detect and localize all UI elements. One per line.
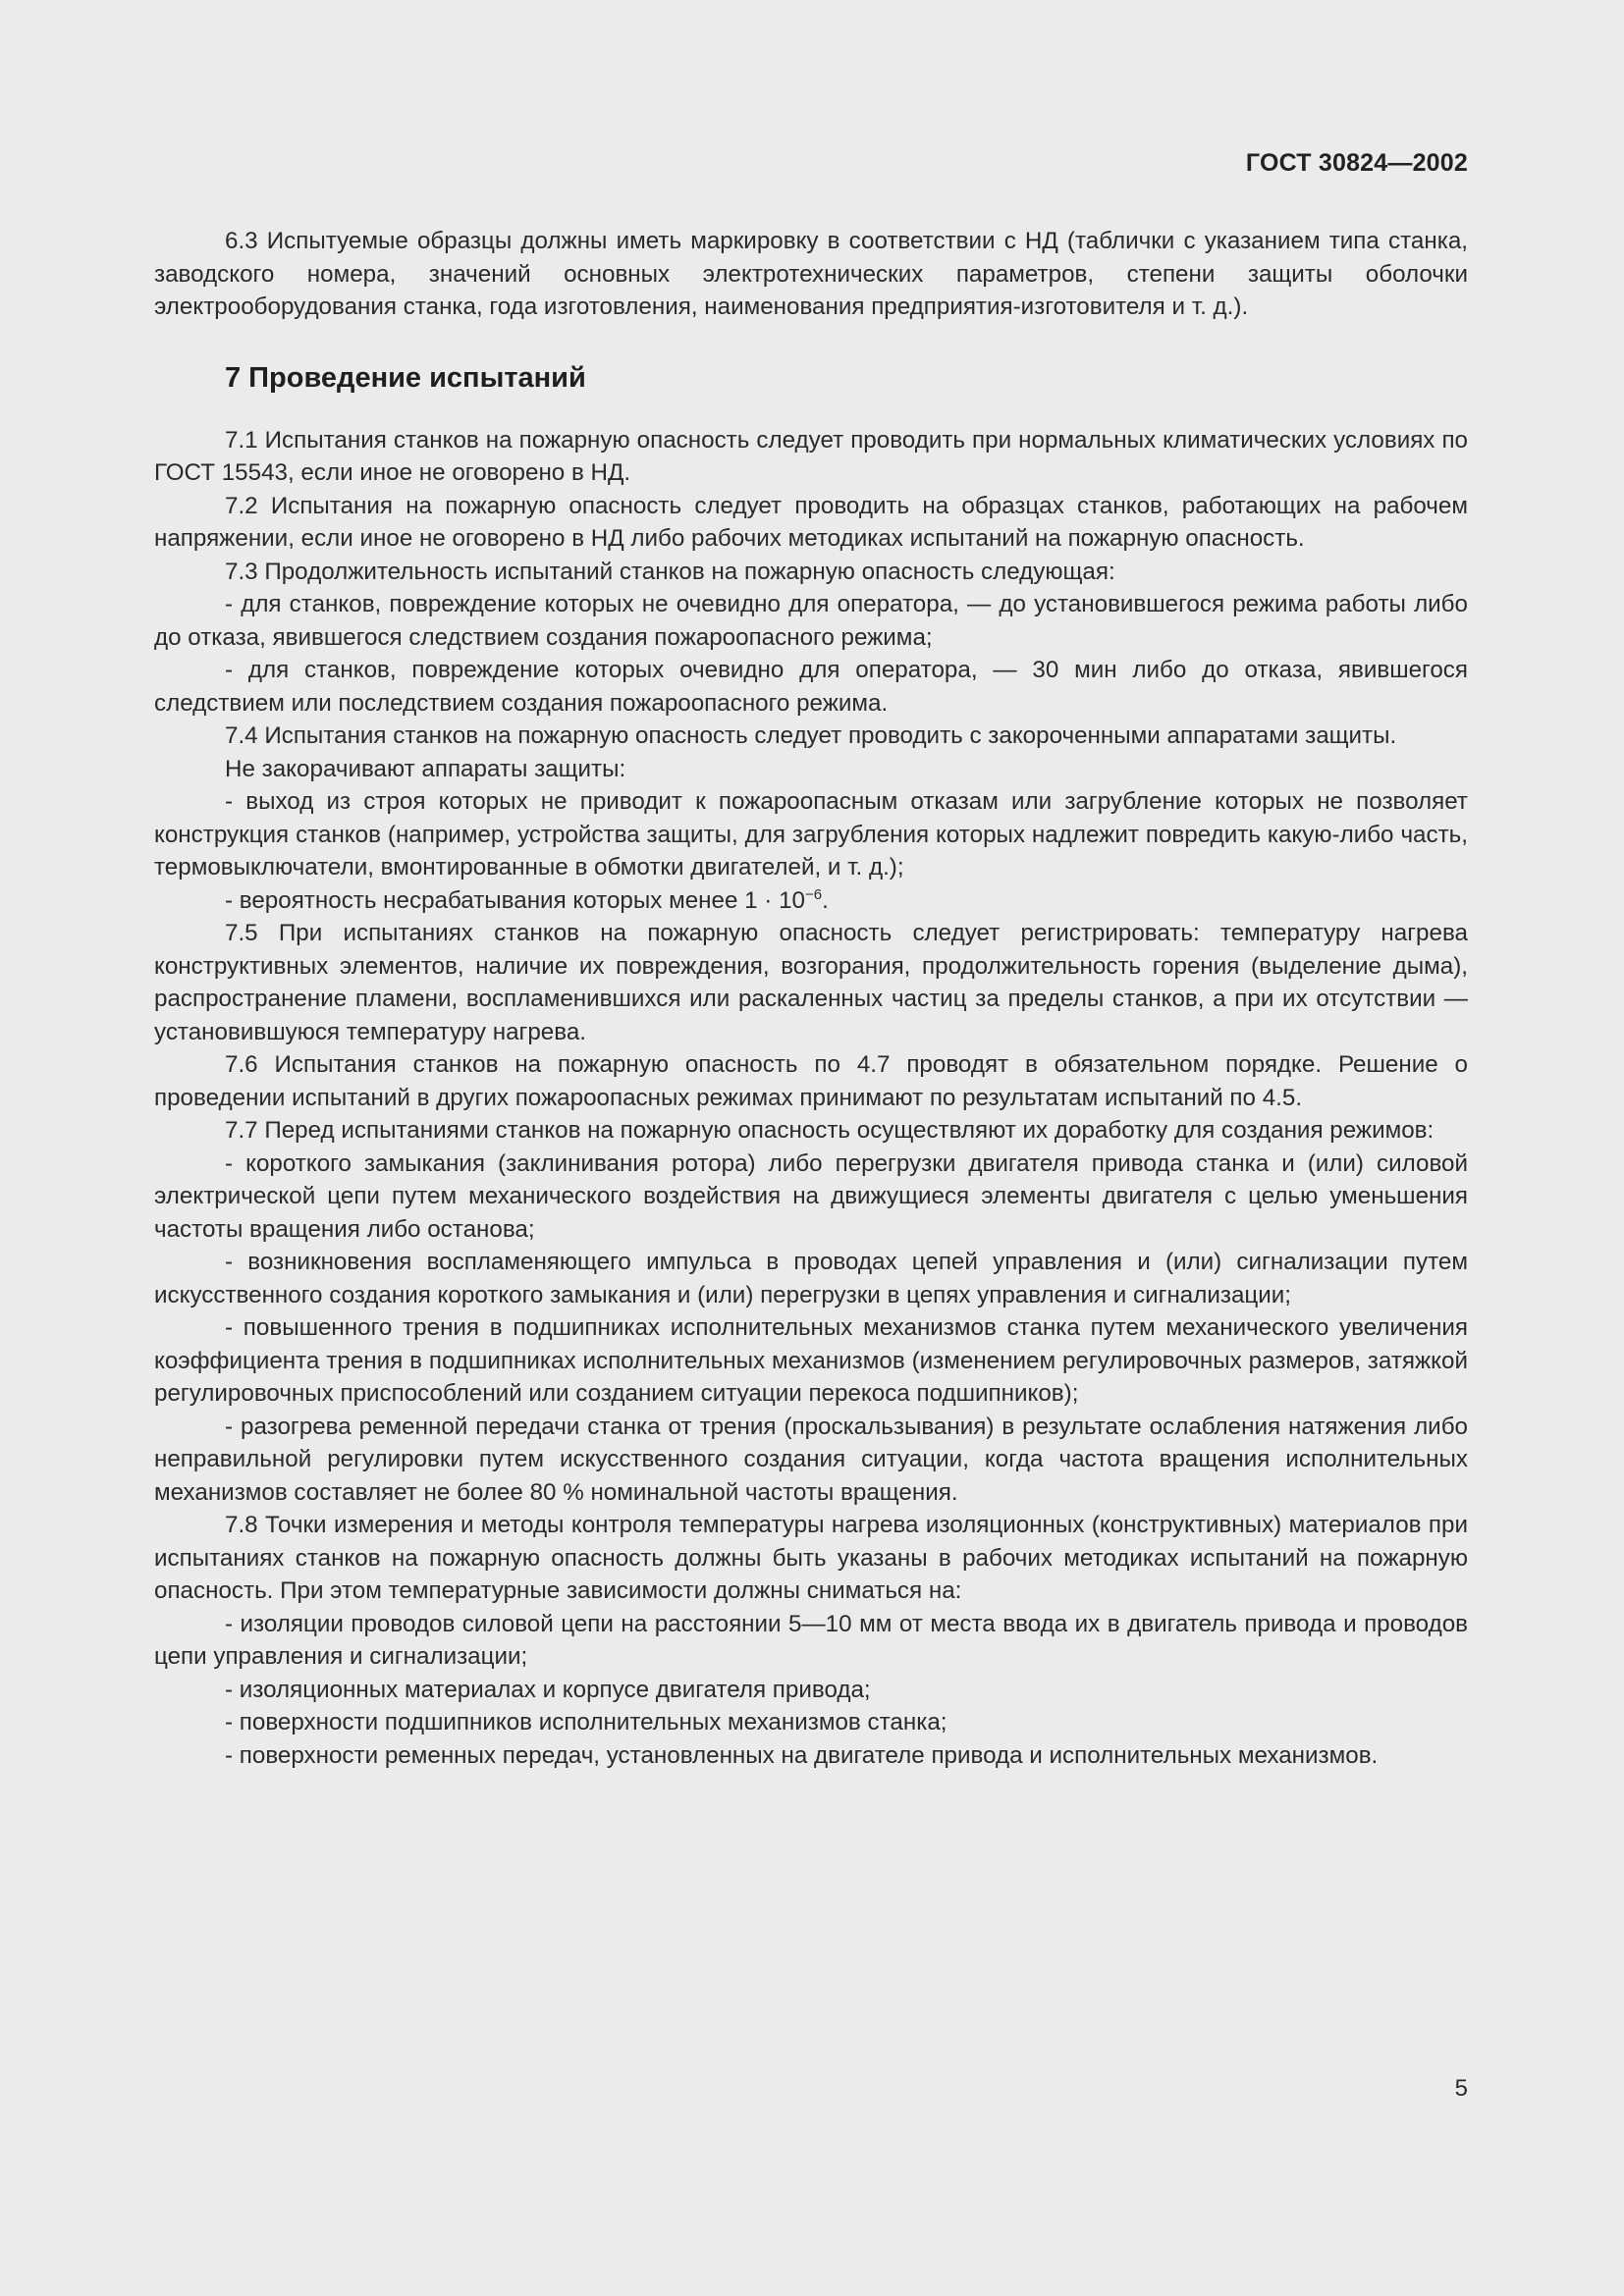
paragraph-7-4-note: Не закорачивают аппараты защиты:: [225, 755, 626, 782]
paragraph-7-8: 7.8 Точки измерения и методы контроля температуры нагрева изоляционных (конструктивных) материалов при испытаниях станков на пожарную опасность должны быть указаны в рабочих методиках испытаний на пожарную опасность. При этом температурные зависимости должны сниматься на:: [154, 1512, 1468, 1604]
paragraph-7-3: 7.3 Продолжительность испытаний станков на пожарную опасность следующая:: [225, 558, 1115, 585]
paragraph-6-3: 6.3 Испытуемые образцы должны иметь маркировку в соответствии с НД (таблички с указанием типа станка, заводского номера, значений основных электротехнических параметров, степени защиты оболочки электрооборудования станка, года изготовления, наименования предприятия-изготовителя и т. д.).: [154, 228, 1468, 320]
paragraph-7-5: 7.5 При испытаниях станков на пожарную опасность следует регистрировать: температуру нагрева конструктивных элементов, наличие их повреждения, возгорания, продолжительность горения (выделение дыма), распространение пламени, воспламенившихся или раскаленных частиц за пределы станков, а при их отсутствии — установившуюся температуру нагрева.: [154, 920, 1468, 1045]
list-item-7-7-b: - возникновения воспламеняющего импульса в проводах цепей управления и (или) сигнализации путем искусственного создания короткого замыкания и (или) перегрузки в цепях управления и сигнализации;: [154, 1249, 1468, 1308]
list-item-7-4-b: [154, 884, 1468, 918]
list-item-7-8-b: - изоляционных материалах и корпусе двигателя привода;: [225, 1676, 871, 1703]
list-item-7-8-d: - поверхности ременных передач, установленных на двигателе привода и исполнительных механизмов.: [225, 1741, 1379, 1769]
paragraph-7-6: 7.6 Испытания станков на пожарную опасность по 4.7 проводят в обязательном порядке. Решение о проведении испытаний в других пожароопасных режимах принимают по результатам испытаний по 4.5.: [154, 1051, 1468, 1111]
list-item-7-3-b: - для станков, повреждение которых очевидно для оператора, — 30 мин либо до отказа, явившегося следствием или последствием создания пожароопасного режима.: [154, 657, 1468, 717]
list-item-7-4-a: - выход из строя которых не приводит к пожароопасным отказам или загрубление которых не позволяет конструкция станков (например, устройства защиты, для загрубления которых надлежит повредить какую-либо часть, термовыключатели, вмонтированные в обмотки двигателей, и т. д.);: [154, 788, 1468, 881]
page-number: 5: [1454, 2075, 1468, 2102]
list-item-7-8-a: - изоляции проводов силовой цепи на расстоянии 5—10 мм от места ввода их в двигатель привода и проводов цепи управления и сигнализации;: [154, 1610, 1468, 1670]
section-heading-7: 7 Проведение испытаний: [225, 361, 586, 394]
list-item-7-7-d: - разогрева ременной передачи станка от трения (проскальзывания) в результате ослабления натяжения либо неправильной регулировки путем искусственного создания ситуации, когда частота вращения исполнительных механизмов составляет не более 80 % номинальной частоты вращения.: [154, 1413, 1468, 1506]
list-item-7-7-c: - повышенного трения в подшипниках исполнительных механизмов станка путем механического увеличения коэффициента трения в подшипниках исполнительных механизмов (изменением регулировочных размеров, затяжкой регулировочных приспособлений или созданием ситуации перекоса подшипников);: [154, 1314, 1468, 1407]
list-item-7-8-c: - поверхности подшипников исполнительных механизмов станка;: [225, 1709, 947, 1735]
paragraph-7-2: 7.2 Испытания на пожарную опасность следует проводить на образцах станков, работающих на рабочем напряжении, если иное не оговорено в НД либо рабочих методиках испытаний на пожарную опасность.: [154, 492, 1468, 552]
document-body: [154, 225, 1468, 1772]
paragraph-7-1: 7.1 Испытания станков на пожарную опасность следует проводить при нормальных климатических условиях по ГОСТ 15543, если иное не оговорено в НД.: [154, 426, 1468, 486]
paragraph-7-4: 7.4 Испытания станков на пожарную опасность следует проводить с закороченными аппаратами защиты.: [225, 722, 1397, 749]
list-item-7-4-b-text: - вероятность несрабатывания которых менее 1 · 10: [225, 886, 805, 914]
paragraph-7-7: 7.7 Перед испытаниями станков на пожарную опасность осуществляют их доработку для создания режимов:: [225, 1117, 1435, 1144]
list-item-7-4-b-end: .: [822, 886, 829, 914]
list-item-7-3-a: - для станков, повреждение которых не очевидно для оператора, — до установившегося режима работы либо до отказа, явившегося следствием создания пожароопасного режима;: [154, 591, 1468, 651]
document-header-standard: ГОСТ 30824—2002: [1245, 149, 1468, 177]
exponent: −6: [805, 885, 823, 903]
list-item-7-7-a: - короткого замыкания (заклинивания ротора) либо перегрузки двигателя привода станка и (или) силовой электрической цепи путем механического воздействия на движущиеся элементы двигателя с целью уменьшения частоты вращения либо останова;: [154, 1149, 1468, 1243]
